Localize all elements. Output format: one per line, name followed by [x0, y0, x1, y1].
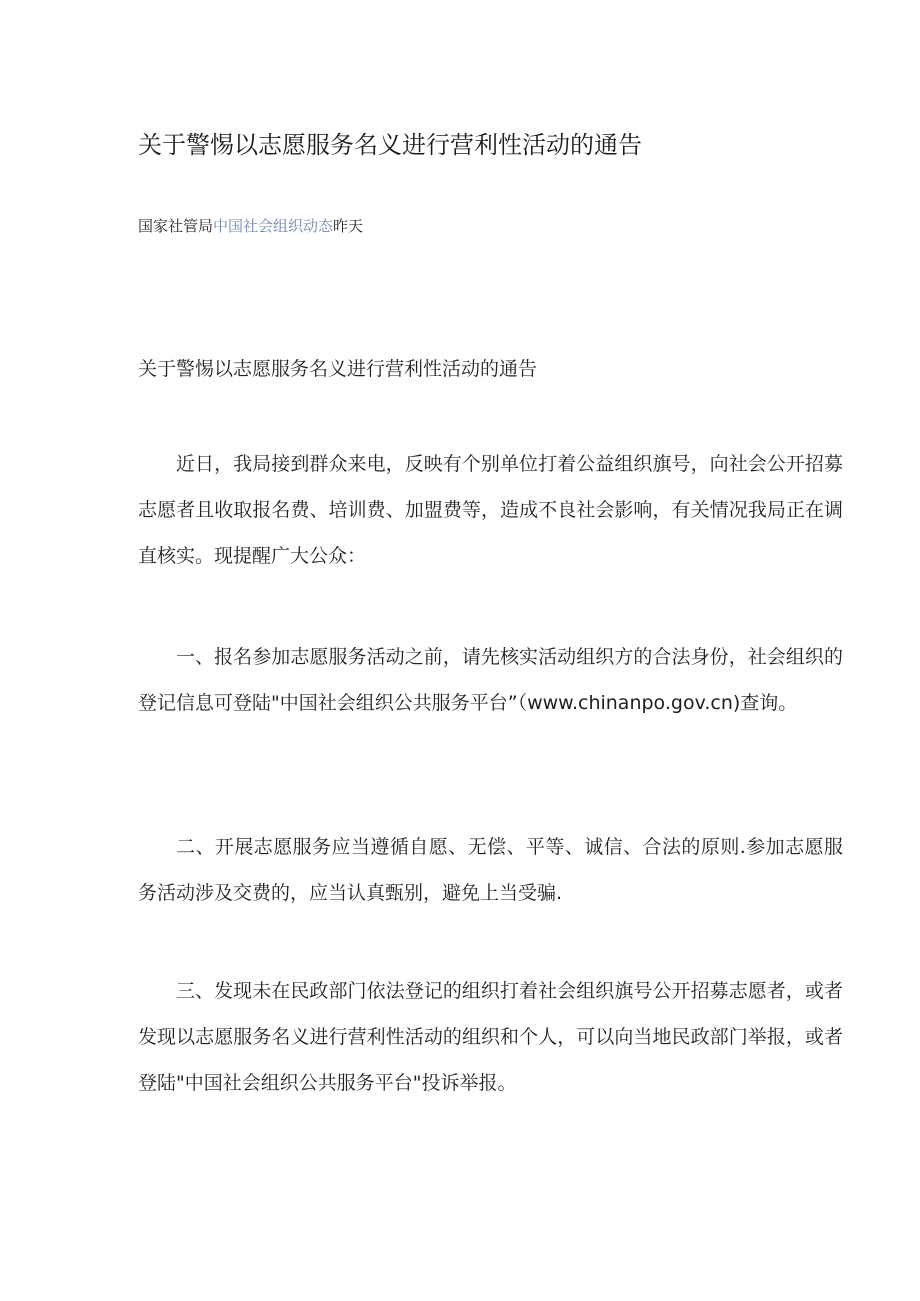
paragraph-item-3: 三、发现未在民政部门依法登记的组织打着社会组织旗号公开招募志愿者，或者发现以志愿服务名义进行营利性活动的组织和个人，可以向当地民政部门举报，或者登陆"中国社会组织公共服务平台"投诉举报。 [138, 980, 843, 1094]
publish-time: 昨天 [333, 217, 364, 235]
paragraph-item-1: 一、报名参加志愿服务活动之前，请先核实活动组织方的合法身份，社会组织的登记信息可登陆"中国社会组织公共服务平台”（www.chinanpo.gov.cn)查询。 [138, 646, 843, 714]
article-title: 关于警惕以志愿服务名义进行营利性活动的通告 [138, 131, 642, 159]
notice-heading: 关于警惕以志愿服务名义进行营利性活动的通告 [138, 358, 538, 380]
article-meta [138, 215, 363, 237]
account-link[interactable]: 中国社会组织动态 [213, 217, 334, 235]
author-name: 国家社管局 [138, 217, 214, 235]
paragraph-item-2: 二、开展志愿服务应当遵循自愿、无偿、平等、诚信、合法的原则.参加志愿服务活动涉及交费的，应当认真甄别，避免上当受骗. [138, 836, 843, 904]
paragraph-intro: 近日，我局接到群众来电，反映有个别单位打着公益组织旗号，向社会公开招募志愿者且收取报名费、培训费、加盟费等，造成不良社会影响，有关情况我局正在调直核实。现提醒广大公众： [138, 453, 843, 567]
